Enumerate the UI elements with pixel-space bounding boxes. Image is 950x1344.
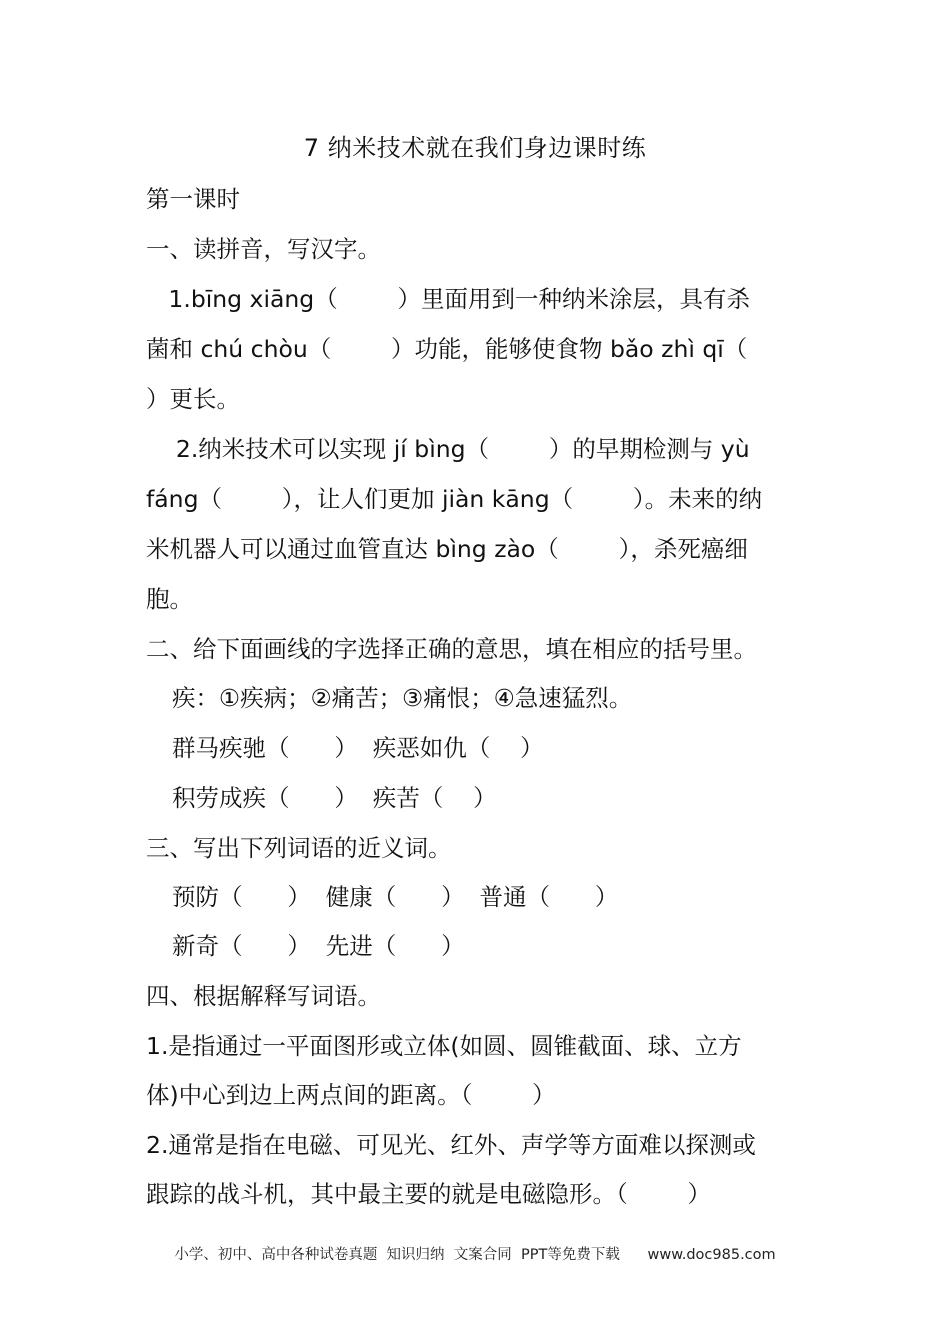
lesson-label: 第一课时 [146,185,240,213]
section-3-line-2: 新奇（ ） 先进（ ） [172,932,465,960]
section-4-line-3: 2.通常是指在电磁、可见光、红外、声学等方面难以探测或 [146,1131,756,1159]
section-3-line-1: 预防（ ） 健康（ ） 普通（ ） [172,883,619,911]
section-3-heading: 三、写出下列词语的近义词。 [146,834,452,862]
section-2-heading: 二、给下面画线的字选择正确的意思，填在相应的括号里。 [146,635,757,663]
page-footer: 小学、初中、高中各种试卷真题 知识归纳 文案合同 PPT等免费下载 www.doc985.com [174,1247,776,1263]
section-2-definitions: 疾：①疾病；②痛苦；③痛恨；④急速猛烈。 [172,684,633,712]
section-1-line-6: 米机器人可以通过血管直达 bìng zào（ ），杀死癌细 [146,535,748,563]
section-2-line-1: 群马疾驰（ ） 疾恶如仇（ ） [172,734,544,762]
section-4-heading: 四、根据解释写词语。 [146,982,381,1010]
page-title: 7 纳米技术就在我们身边课时练 [303,134,647,162]
section-1-line-3: ）更长。 [146,385,240,413]
section-4-line-2: 体)中心到边上两点间的距离。（ ） [146,1081,556,1109]
section-2-line-2: 积劳成疾（ ） 疾苦（ ） [172,784,497,812]
section-1-line-1: 1.bīng xiāng（ ）里面用到一种纳米涂层，具有杀 [146,285,750,313]
section-4-line-4: 跟踪的战斗机，其中最主要的就是电磁隐形。（ ） [146,1180,712,1208]
section-4-line-1: 1.是指通过一平面图形或立体(如圆、圆锥截面、球、立方 [146,1032,742,1060]
section-1-line-2: 菌和 chú chòu（ ）功能，能够使食物 bǎo zhì qī（ [146,335,748,363]
section-1-line-5: fáng（ ），让人们更加 jiàn kāng（ ）。未来的纳 [146,485,763,513]
section-1-line-4: 2.纳米技术可以实现 jí bìng（ ）的早期检测与 yù [146,435,750,463]
section-1-line-7: 胞。 [146,585,193,613]
section-1-heading: 一、读拼音，写汉字。 [146,235,381,263]
